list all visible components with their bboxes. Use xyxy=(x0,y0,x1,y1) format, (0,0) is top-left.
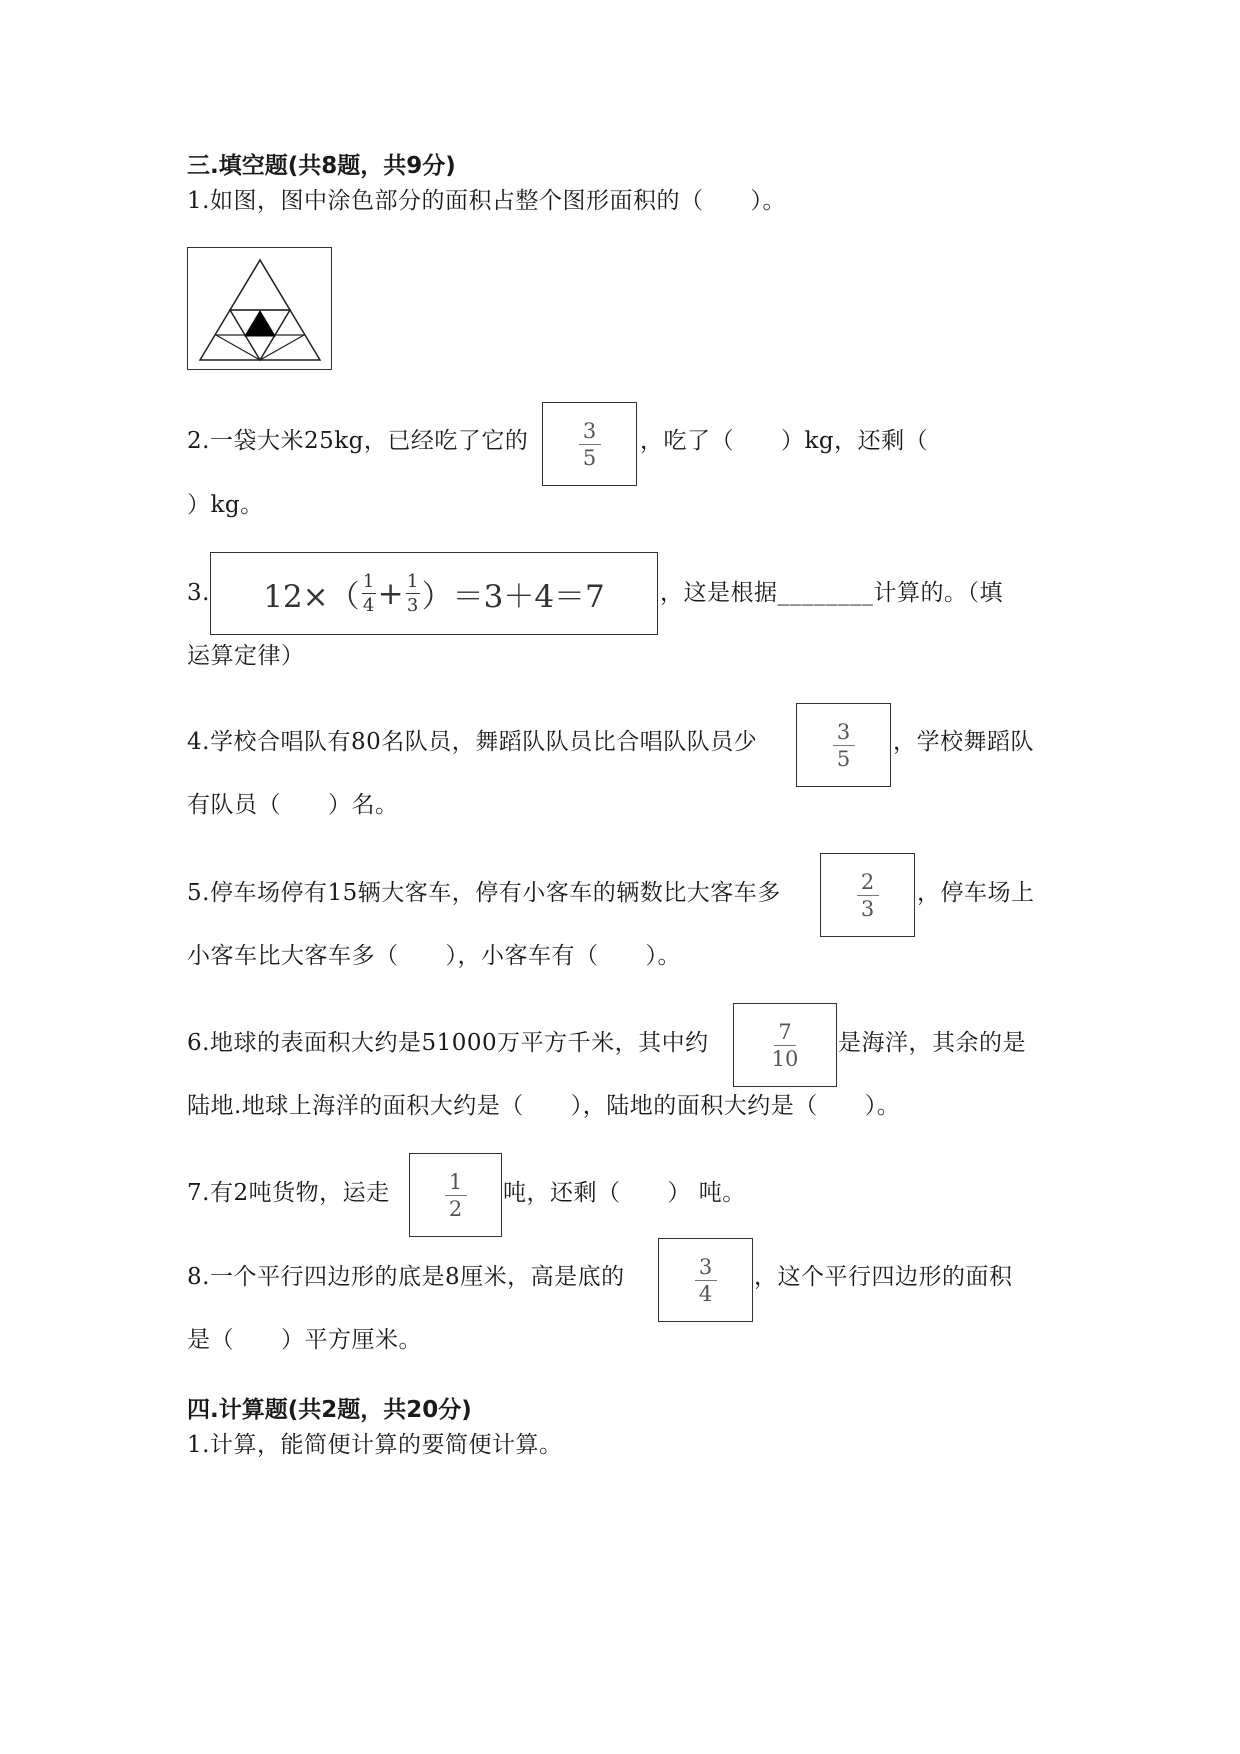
question-3-text-c: 运算定律） xyxy=(187,643,305,669)
formula-fraction-2-num: 1 xyxy=(406,571,419,592)
question-2-text-b: ，吃了（ ）kg，还剩（ xyxy=(640,428,929,454)
question-4-text-a: 4.学校合唱队有80名队员，舞蹈队队员比合唱队队员少 xyxy=(187,729,758,755)
fraction-numerator: 7 xyxy=(778,1019,792,1044)
question-8-text-a: 8.一个平行四边形的底是8厘米，高是底的 xyxy=(187,1264,625,1290)
formula-prefix: 12×（ xyxy=(263,579,360,615)
formula-box-q3 xyxy=(210,552,658,635)
fraction-denominator: 3 xyxy=(860,896,875,921)
upper-triangle xyxy=(230,260,290,310)
question-6-text-c: 陆地.地球上海洋的面积大约是（ ），陆地的面积大约是（ ）。 xyxy=(187,1093,901,1119)
formula-suffix: ）＝3＋4＝7 xyxy=(421,579,605,615)
question-6-text-a: 6.地球的表面积大约是51000万平方千米，其中约 xyxy=(187,1030,709,1056)
fraction-box-q7 xyxy=(409,1153,502,1237)
formula xyxy=(211,553,657,634)
question-7-text-a: 7.有2吨货物，运走 xyxy=(187,1180,390,1206)
section-4-title: 四.计算题(共2题，共20分) xyxy=(187,1397,472,1423)
question-7-text-b: 吨，还剩（ ） 吨。 xyxy=(503,1180,746,1206)
fraction-box-q6 xyxy=(733,1003,837,1087)
fraction-denominator: 10 xyxy=(771,1046,799,1071)
formula-fraction-2-den: 3 xyxy=(406,595,419,616)
fraction-denominator: 5 xyxy=(582,445,597,470)
question-5-text-b: ，停车场上 xyxy=(917,880,1035,906)
fraction-numerator: 3 xyxy=(836,719,851,744)
question-4-text-b: ，学校舞蹈队 xyxy=(893,729,1034,755)
fraction-denominator: 2 xyxy=(448,1196,463,1221)
fraction-box-q8 xyxy=(658,1238,753,1322)
question-4-text-c: 有队员（ ）名。 xyxy=(187,792,399,818)
fraction-denominator: 5 xyxy=(836,746,851,771)
fraction-box-q5 xyxy=(820,853,915,937)
question-2-text-c: ）kg。 xyxy=(187,492,264,518)
question-8-text-b: ，这个平行四边形的面积 xyxy=(754,1264,1013,1290)
formula-fraction-1-den: 4 xyxy=(362,595,375,616)
question-3-text-b: ，这是根据________计算的。（填 xyxy=(660,580,1003,606)
formula-plus: + xyxy=(377,575,404,612)
fraction-numerator: 3 xyxy=(582,418,597,443)
question-1-text: 1.如图，图中涂色部分的面积占整个图形面积的（ ）。 xyxy=(187,188,786,214)
triangle-figure xyxy=(187,247,332,370)
question-6-text-b: 是海洋，其余的是 xyxy=(838,1030,1026,1056)
formula-fraction-1-num: 1 xyxy=(362,571,375,592)
question-5-text-a: 5.停车场停有15辆大客车，停有小客车的辆数比大客车多 xyxy=(187,880,781,906)
fraction-numerator: 2 xyxy=(860,869,875,894)
question-2-text-a: 2.一袋大米25kg，已经吃了它的 xyxy=(187,428,529,454)
lower-line xyxy=(216,335,304,360)
question-5-text-c: 小客车比大客车多（ ），小客车有（ ）。 xyxy=(187,943,681,969)
fraction-numerator: 1 xyxy=(448,1169,463,1194)
shaded-triangle xyxy=(245,311,275,336)
fraction-denominator: 4 xyxy=(698,1281,713,1306)
fraction-box-q4 xyxy=(796,703,891,787)
nested-triangles-diagram xyxy=(188,248,331,369)
fraction-box-q2 xyxy=(542,402,637,486)
section-3-title: 三.填空题(共8题，共9分) xyxy=(187,153,456,179)
question-3-text-a: 3. xyxy=(187,580,210,606)
question-8-text-c: 是（ ）平方厘米。 xyxy=(187,1327,422,1353)
section-4-question-1: 1.计算，能简便计算的要简便计算。 xyxy=(187,1432,563,1458)
fraction-numerator: 3 xyxy=(698,1254,713,1279)
